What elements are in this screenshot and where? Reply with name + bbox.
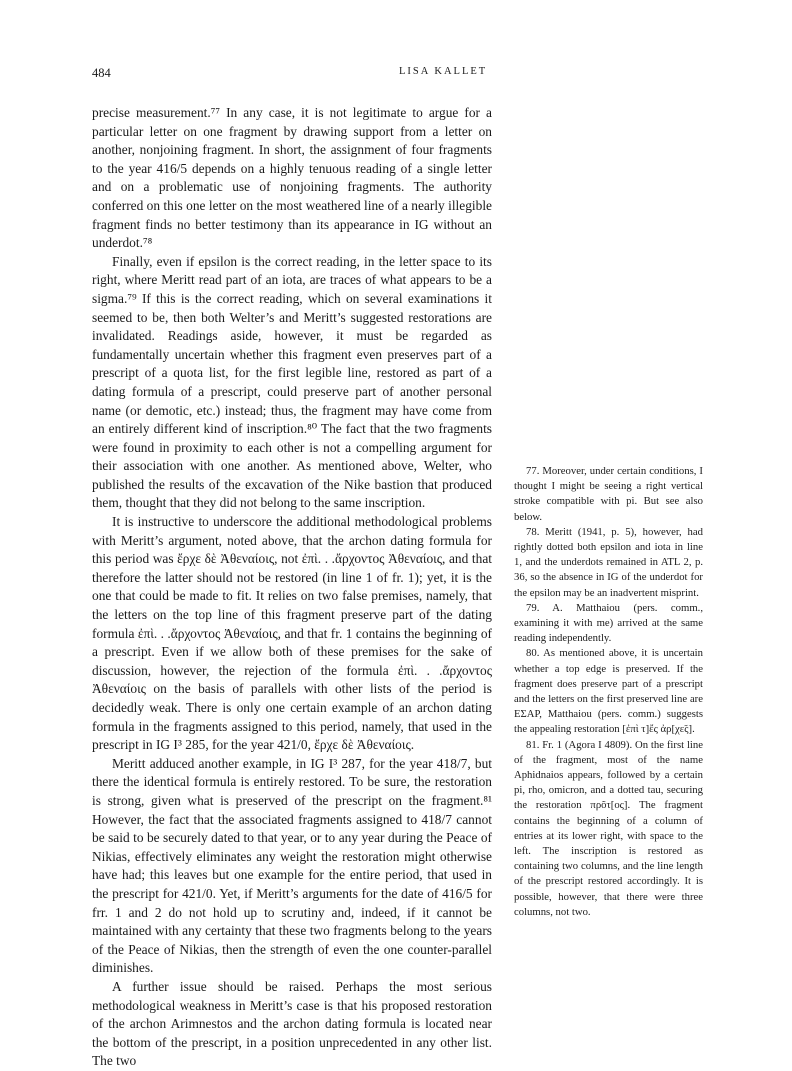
footnote: 81. Fr. 1 (Agora I 4809). On the first line of the fragment, most of the name Aphidnaios appears, followed by a certain pi, rho, omicron, and a dotted tau, securing the restoration πρõτ[ος]. The fragment contains the beginning of a column of entries at its lower right, with space to the left. The inscription is restored as containing two columns, and the line length of the prescript restored accordingly. It is possible, however, that there were three columns, not two. <box>514 738 703 918</box>
page-number: 484 <box>92 66 111 80</box>
paragraph: precise measurement.⁷⁷ In any case, it is not legitimate to argue for a particular letter on one fragment by drawing support from a letter on another, nonjoining fragment. In short, the assignment of four fragments to the year 416/5 depends on a highly tenuous reading of a single letter and on a problematic use of nonjoining fragments. The authority conferred on this one letter on the most weathered line of a nearly illegible fragment finds no better testimony than its appearance in IG without an underdot.⁷⁸ <box>92 105 492 251</box>
paragraph: It is instructive to underscore the additional methodological problems with Meritt’s argument, noted above, that the archon dating formula for this period was ἔρχε δὲ Ἀθεναίοις, not ἐπὶ. . .ἄρχοντος Ἀθεναίοις, and that therefore the latter should not be restored (in line 1 of fr. 1); yet, it is the one that could be made to fit. It relies on two false premises, namely, that the letters on the top line of this fragment preserve part of the dating formula ἐπὶ. . .ἄρχοντος Ἀθεναίοις, and that fr. 1 contains the beginning of a prescript. Even if we allow both of these premises for the sake of discussion, however, the rejection of the formula ἐπὶ. . .ἄρχοντος Ἀθεναίοις on the basis of parallels with other lists of the period is decidedly weak. There is only one certain example of an archon dating formula in the fragments assigned to this period, namely, that used in the prescript in IG I³ 285, for the year 421/0, ἔρχε δὲ Ἀθεναίοις. <box>92 514 492 753</box>
footnote: 77. Moreover, under certain conditions, I thought I might be seeing a right vertical stroke compatible with pi. But see also below. <box>514 465 703 523</box>
footnotes-column <box>514 464 703 920</box>
paragraph: A further issue should be raised. Perhaps the most serious methodological weakness in Meritt’s case is that his proposed restoration of the archon Arimnestos and the archon dating formula is located near the bottom of the prescript, in a position unprecedented in any other list. The two <box>92 978 492 1069</box>
footnote: 78. Meritt (1941, p. 5), however, had rightly dotted both epsilon and iota in line 1, and the underdots remained in ATL 2, p. 36, so the absence in IG of the underdot for the epsilon may be an inadvertent misprint. <box>514 525 703 599</box>
paragraph: Meritt adduced another example, in IG I³ 287, for the year 418/7, but there the identical formula is entirely restored. To be sure, the restoration is strong, given what is preserved of the prescript on the fragment.⁸¹ However, the fact that the associated fragments assigned to 418/7 cannot be said to be securely dated to that year, or to any year during the Peace of Nikias, effectively eliminates any weight the restoration might otherwise have had; this leaves but one example for the entire period, that used in the prescript for 421/0. Yet, if Meritt’s arguments for the date of 416/5 for frr. 1 and 2 do not hold up to scrutiny and, indeed, if it cannot be maintained with any certainty that these two fragments belong to the years of the Peace of Nikias, then the strength of even the one counter-parallel diminishes. <box>92 755 492 976</box>
main-text-column <box>92 104 492 1071</box>
footnote: 79. A. Matthaiou (pers. comm., examining it with me) arrived at the same reading independently. <box>514 601 703 645</box>
running-head <box>92 66 492 82</box>
running-title: LISA KALLET <box>399 66 488 77</box>
footnote: 80. As mentioned above, it is uncertain whether a top edge is preserved. If the fragment does preserve part of a prescript and the letters on the first preserved line are ΕΣΑΡ, Matthaiou (pers. comm.) suggests the appealing restoration [ἐπὶ τ]ἔς ἀρ[χε̃ς]. <box>514 647 703 736</box>
paragraph: Finally, even if epsilon is the correct reading, in the letter space to its right, where Meritt read part of an iota, are traces of what appears to be a sigma.⁷⁹ If this is the correct reading, which on several examinations it seemed to be, then both Welter’s and Meritt’s suggested restorations are invalidated. Readings aside, however, it must be regarded as fundamentally uncertain whether this fragment even preserves part of a prescript of a quota list, for the first legible line, restored as part of a dating formula of a prescript, could preserve part of another personal name (or demotic, etc.) instead; thus, the fragment may have come from an entirely different kind of inscription.⁸⁰ The fact that the two fragments were found in proximity to each other is not a compelling argument for their association with one another. As mentioned above, Welter, who published the results of the excavation of the Nike bastion that produced them, thought that they did not belong to the same inscription. <box>92 253 492 511</box>
